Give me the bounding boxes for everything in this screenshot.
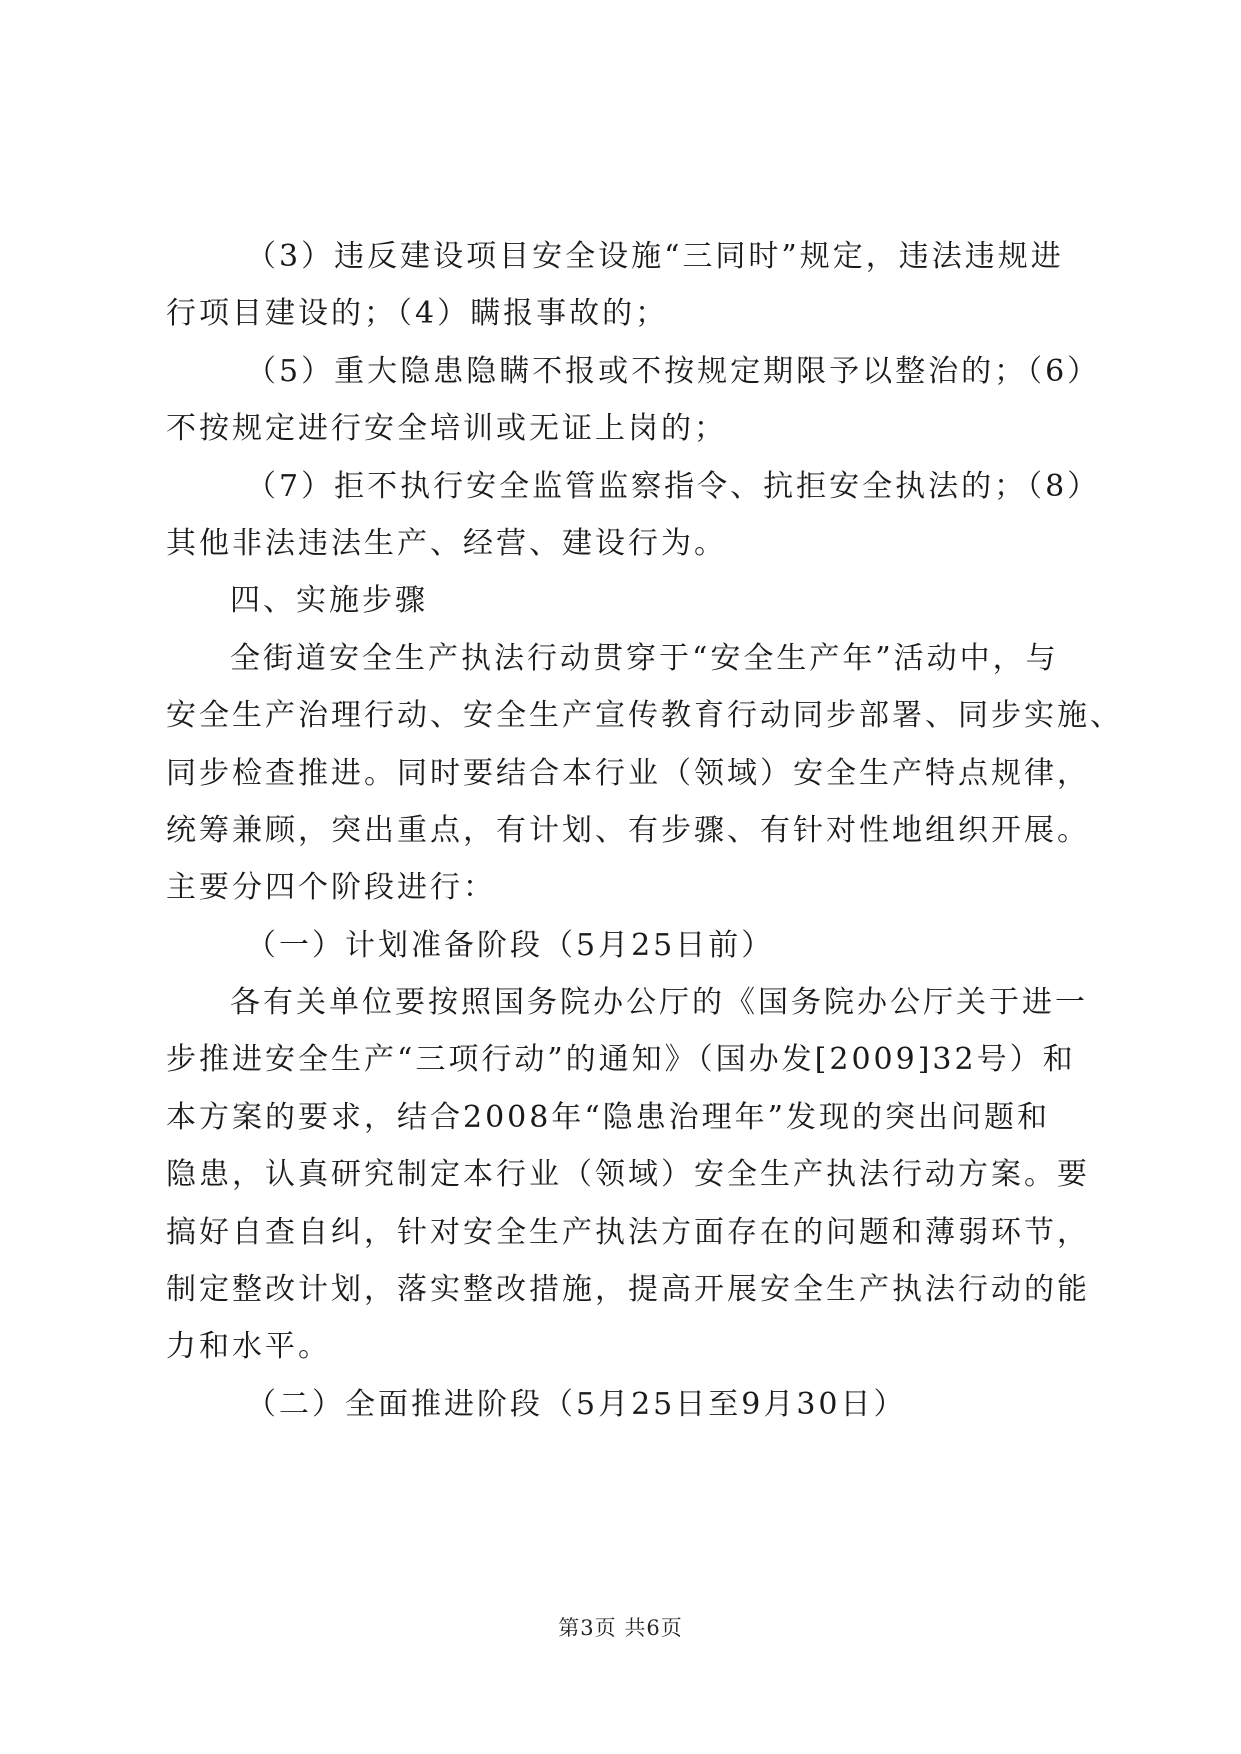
section-heading: 四、实施步骤: [230, 583, 428, 619]
paragraph-line: 安全生产治理行动、安全生产宣传教育行动同步部署、同步实施、: [166, 698, 1123, 734]
paragraph-line: 隐患，认真研究制定本行业（领域）安全生产执法行动方案。要: [166, 1157, 1090, 1193]
paragraph-line: 主要分四个阶段进行：: [166, 870, 496, 906]
paragraph-line: 步推进安全生产“三项行动”的通知》（国办发[2009]32号）和: [166, 1042, 1076, 1078]
paragraph-line: 同步检查推进。同时要结合本行业（领域）安全生产特点规律，: [166, 755, 1090, 791]
paragraph-line: 统筹兼顾，突出重点，有计划、有步骤、有针对性地组织开展。: [166, 812, 1090, 848]
subsection-heading: （一）计划准备阶段（5月25日前）: [246, 927, 775, 963]
paragraph-line: （3）违反建设项目安全设施“三同时”规定，违法违规进: [246, 239, 1064, 274]
subsection-heading: （二）全面推进阶段（5月25日至9月30日）: [246, 1386, 907, 1422]
paragraph-line: 行项目建设的；（4）瞒报事故的；: [166, 296, 669, 332]
paragraph-line: 全街道安全生产执法行动贯穿于“安全生产年”活动中，与: [230, 640, 1059, 676]
paragraph-line: （7）拒不执行安全监管监察指令、抗拒安全执法的；（8）: [246, 468, 1101, 504]
paragraph-line: 各有关单位要按照国务院办公厅的《国务院办公厅关于进一: [230, 985, 1088, 1021]
paragraph-line: （5）重大隐患隐瞒不报或不按规定期限予以整治的；（6）: [246, 353, 1101, 389]
paragraph-line: 力和水平。: [166, 1329, 331, 1365]
page-footer: 第3页 共6页: [558, 1616, 683, 1640]
document-body: [166, 228, 1123, 1433]
paragraph-line: 本方案的要求，结合2008年“隐患治理年”发现的突出问题和: [166, 1099, 1051, 1135]
paragraph-line: 不按规定进行安全培训或无证上岗的；: [166, 411, 727, 447]
paragraph-line: 搞好自查自纠，针对安全生产执法方面存在的问题和薄弱环节，: [166, 1214, 1090, 1250]
paragraph-line: 其他非法违法生产、经营、建设行为。: [166, 525, 727, 561]
paragraph-line: 制定整改计划，落实整改措施，提高开展安全生产执法行动的能: [166, 1272, 1090, 1308]
